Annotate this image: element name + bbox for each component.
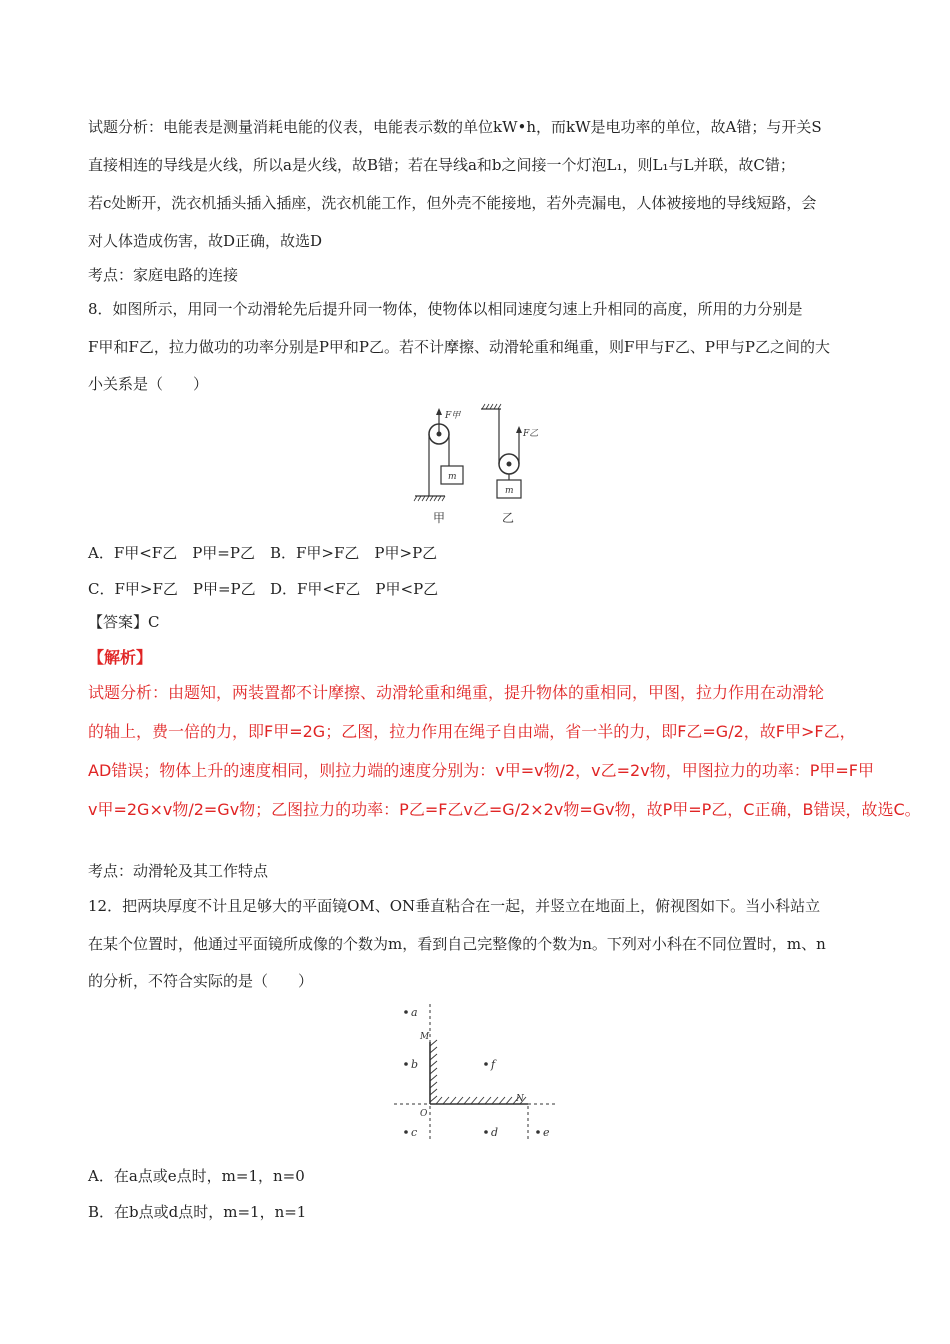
label-a: a bbox=[411, 1006, 418, 1019]
label-f: f bbox=[491, 1058, 496, 1071]
prev-analysis-line-1: 试题分析：电能表是测量消耗电能的仪表，电能表示数的单位kW•h，而kW是电功率的单位，故A错；与开关S bbox=[88, 118, 822, 136]
label-n: N bbox=[516, 1094, 524, 1104]
q8-jiexi-tag: 【解析】 bbox=[88, 648, 153, 667]
q12-stem-line-2: 在某个位置时，他通过平面镜所成像的个数为m，看到自己完整像的个数为n。下列对小科在不同位置时，m、n bbox=[88, 935, 826, 953]
prev-analysis-line-3: 若c处断开，洗衣机插头插入插座，洗衣机能工作，但外壳不能接地，若外壳漏电，人体被接地的导线短路，会 bbox=[88, 194, 817, 212]
label-o: O bbox=[420, 1109, 428, 1119]
q8-option-b: B．F甲>F乙 P甲>P乙 bbox=[270, 544, 438, 562]
label-c: c bbox=[411, 1126, 418, 1139]
q8-analysis-line-2: 的轴上，费一倍的力，即F甲=2G；乙图，拉力作用在绳子自由端，省一半的力，即F乙=G/2，故F甲>F乙， bbox=[88, 722, 856, 741]
q8-pulley-figure bbox=[405, 404, 539, 526]
q8-stem-line-1: 8．如图所示，用同一个动滑轮先后提升同一物体，使物体以相同速度匀速上升相同的高度，所用的力分别是 bbox=[88, 300, 803, 318]
q8-option-c: C．F甲>F乙 P甲=P乙 bbox=[88, 580, 256, 598]
force-yi-label: F乙 bbox=[523, 429, 539, 439]
q12-option-b: B．在b点或d点时，m=1，n=1 bbox=[88, 1203, 307, 1221]
point-d bbox=[484, 1130, 488, 1134]
point-b bbox=[404, 1062, 408, 1066]
q8-analysis-line-4: v甲=2G×v物/2=Gv物；乙图拉力的功率：P乙=F乙v乙=G/2×2v物=Gv物，故P甲=P乙，C正确，B错误，故选C。 bbox=[88, 800, 921, 819]
q8-option-a: A．F甲<F乙 P甲=P乙 bbox=[88, 544, 255, 562]
label-b: b bbox=[411, 1058, 419, 1071]
q8-analysis-line-3: AD错误；物体上升的速度相同，则拉力端的速度分别为：v甲=v物/2，v乙=2v物，甲图拉力的功率：P甲=F甲 bbox=[88, 761, 874, 780]
label-jia: 甲 bbox=[433, 511, 446, 525]
force-jia-label: F甲 bbox=[445, 411, 461, 421]
prev-analysis-line-4: 对人体造成伤害，故D正确，故选D bbox=[88, 232, 323, 250]
q12-stem-line-3: 的分析，不符合实际的是（ ） bbox=[88, 972, 314, 990]
point-c bbox=[404, 1130, 408, 1134]
label-yi: 乙 bbox=[502, 511, 515, 525]
prev-kaodian: 考点：家庭电路的连接 bbox=[88, 266, 239, 284]
pulley-yi bbox=[481, 404, 522, 498]
pulley-jia bbox=[414, 408, 463, 501]
q8-kaodian: 考点：动滑轮及其工作特点 bbox=[88, 862, 269, 880]
point-e bbox=[536, 1130, 540, 1134]
q8-option-d: D．F甲<F乙 P甲<P乙 bbox=[270, 580, 439, 598]
q8-stem-line-2: F甲和F乙，拉力做功的功率分别是P甲和P乙。若不计摩擦、动滑轮重和绳重，则F甲与F乙、P甲与P乙之间的大 bbox=[88, 338, 831, 356]
q12-stem-line-1: 12．把两块厚度不计且足够大的平面镜OM、ON垂直粘合在一起，并竖立在地面上，俯视图如下。当小科站立 bbox=[88, 897, 821, 915]
prev-analysis-line-2: 直接相连的导线是火线，所以a是火线，故B错；若在导线a和b之间接一个灯泡L₁，则L₁与L并联，故C错； bbox=[88, 156, 795, 174]
q12-mirror-figure bbox=[392, 1002, 562, 1142]
mass-yi-label: m bbox=[505, 486, 514, 496]
q8-analysis-line-1: 试题分析：由题知，两装置都不计摩擦、动滑轮重和绳重，提升物体的重相同，甲图，拉力作用在动滑轮 bbox=[88, 683, 825, 702]
point-f bbox=[484, 1062, 488, 1066]
point-a bbox=[404, 1010, 408, 1014]
label-e: e bbox=[543, 1126, 550, 1139]
label-d: d bbox=[491, 1126, 499, 1139]
q8-answer: 【答案】C bbox=[88, 613, 160, 631]
mass-jia-label: m bbox=[448, 472, 457, 482]
q8-stem-line-3: 小关系是（ ） bbox=[88, 375, 209, 393]
label-m: M bbox=[420, 1032, 430, 1042]
q12-option-a: A．在a点或e点时，m=1，n=0 bbox=[88, 1167, 305, 1185]
